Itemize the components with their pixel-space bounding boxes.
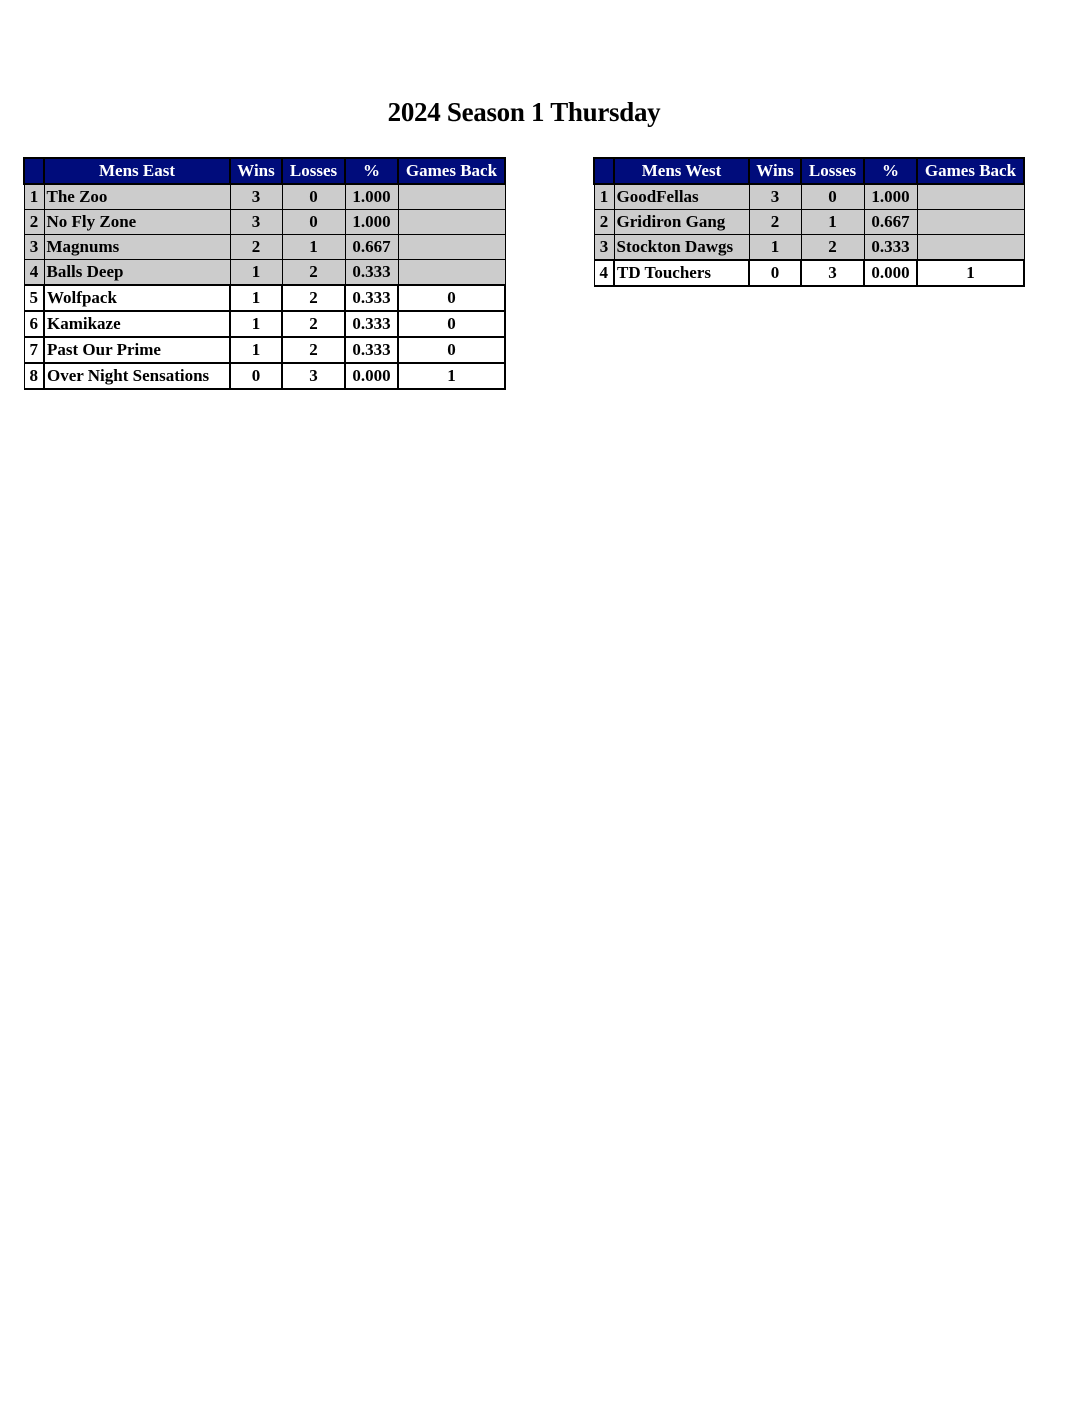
table-row [24, 311, 505, 337]
wins-cell: 3 [230, 184, 282, 210]
team-cell: Kamikaze [44, 311, 230, 337]
rank-cell: 2 [24, 210, 44, 235]
pct-column-header: % [345, 158, 398, 184]
team-cell: Balls Deep [44, 260, 230, 286]
losses-cell: 2 [282, 311, 345, 337]
losses-cell: 1 [801, 210, 864, 235]
wins-cell: 2 [230, 235, 282, 260]
losses-cell: 0 [282, 210, 345, 235]
losses-cell: 2 [282, 337, 345, 363]
table-row [24, 260, 505, 286]
rank-cell: 2 [594, 210, 614, 235]
losses-cell: 2 [282, 285, 345, 311]
table-row [24, 363, 505, 389]
rank-cell: 1 [594, 184, 614, 210]
wins-cell: 1 [230, 285, 282, 311]
pct-cell: 0.333 [345, 311, 398, 337]
rank-cell: 1 [24, 184, 44, 210]
team-cell: Stockton Dawgs [614, 235, 749, 261]
wins-cell: 1 [230, 337, 282, 363]
pct-cell: 0.667 [345, 235, 398, 260]
games-back-cell [917, 210, 1024, 235]
rank-cell: 3 [24, 235, 44, 260]
rank-cell: 8 [24, 363, 44, 389]
games-back-column-header: Games Back [398, 158, 505, 184]
pct-cell: 0.333 [864, 235, 917, 261]
games-back-cell: 1 [398, 363, 505, 389]
wins-cell: 0 [749, 260, 801, 286]
table-row [24, 235, 505, 260]
games-back-cell: 1 [917, 260, 1024, 286]
pct-cell: 1.000 [345, 184, 398, 210]
mens-east-standings-table [23, 157, 506, 390]
team-cell: Gridiron Gang [614, 210, 749, 235]
losses-column-header: Losses [801, 158, 864, 184]
rank-cell: 5 [24, 285, 44, 311]
games-back-cell: 0 [398, 337, 505, 363]
pct-cell: 0.667 [864, 210, 917, 235]
losses-cell: 2 [282, 260, 345, 286]
pct-cell: 1.000 [345, 210, 398, 235]
pct-cell: 0.333 [345, 260, 398, 286]
table-row [24, 285, 505, 311]
rank-column-header [24, 158, 44, 184]
team-cell: Wolfpack [44, 285, 230, 311]
table-row [594, 210, 1024, 235]
losses-cell: 2 [801, 235, 864, 261]
table-header-row [594, 158, 1024, 184]
wins-cell: 1 [230, 260, 282, 286]
page-title: 2024 Season 1 Thursday [387, 97, 661, 127]
pct-cell: 0.333 [345, 337, 398, 363]
wins-cell: 3 [749, 184, 801, 210]
pct-column-header: % [864, 158, 917, 184]
team-cell: Magnums [44, 235, 230, 260]
wins-column-header: Wins [749, 158, 801, 184]
games-back-cell [917, 184, 1024, 210]
mens-west-standings-table [593, 157, 1025, 287]
wins-cell: 2 [749, 210, 801, 235]
games-back-cell [917, 235, 1024, 261]
rank-cell: 7 [24, 337, 44, 363]
wins-cell: 0 [230, 363, 282, 389]
pct-cell: 1.000 [864, 184, 917, 210]
team-cell: The Zoo [44, 184, 230, 210]
team-cell: No Fly Zone [44, 210, 230, 235]
team-cell: TD Touchers [614, 260, 749, 286]
table-row [24, 184, 505, 210]
games-back-column-header: Games Back [917, 158, 1024, 184]
table-row [594, 235, 1024, 261]
rank-cell: 3 [594, 235, 614, 261]
table-row [594, 184, 1024, 210]
games-back-cell [398, 210, 505, 235]
division-column-header: Mens West [614, 158, 749, 184]
table-row [594, 260, 1024, 286]
games-back-cell: 0 [398, 285, 505, 311]
team-cell: Past Our Prime [44, 337, 230, 363]
games-back-cell [398, 235, 505, 260]
wins-cell: 1 [749, 235, 801, 261]
losses-cell: 3 [282, 363, 345, 389]
pct-cell: 0.333 [345, 285, 398, 311]
wins-column-header: Wins [230, 158, 282, 184]
losses-column-header: Losses [282, 158, 345, 184]
rank-cell: 4 [594, 260, 614, 286]
table-row [24, 337, 505, 363]
pct-cell: 0.000 [345, 363, 398, 389]
division-column-header: Mens East [44, 158, 230, 184]
losses-cell: 1 [282, 235, 345, 260]
rank-column-header [594, 158, 614, 184]
pct-cell: 0.000 [864, 260, 917, 286]
rank-cell: 4 [24, 260, 44, 286]
table-header-row [24, 158, 505, 184]
games-back-cell: 0 [398, 311, 505, 337]
wins-cell: 3 [230, 210, 282, 235]
team-cell: Over Night Sensations [44, 363, 230, 389]
table-row [24, 210, 505, 235]
losses-cell: 0 [801, 184, 864, 210]
games-back-cell [398, 184, 505, 210]
rank-cell: 6 [24, 311, 44, 337]
losses-cell: 0 [282, 184, 345, 210]
team-cell: GoodFellas [614, 184, 749, 210]
games-back-cell [398, 260, 505, 286]
wins-cell: 1 [230, 311, 282, 337]
losses-cell: 3 [801, 260, 864, 286]
